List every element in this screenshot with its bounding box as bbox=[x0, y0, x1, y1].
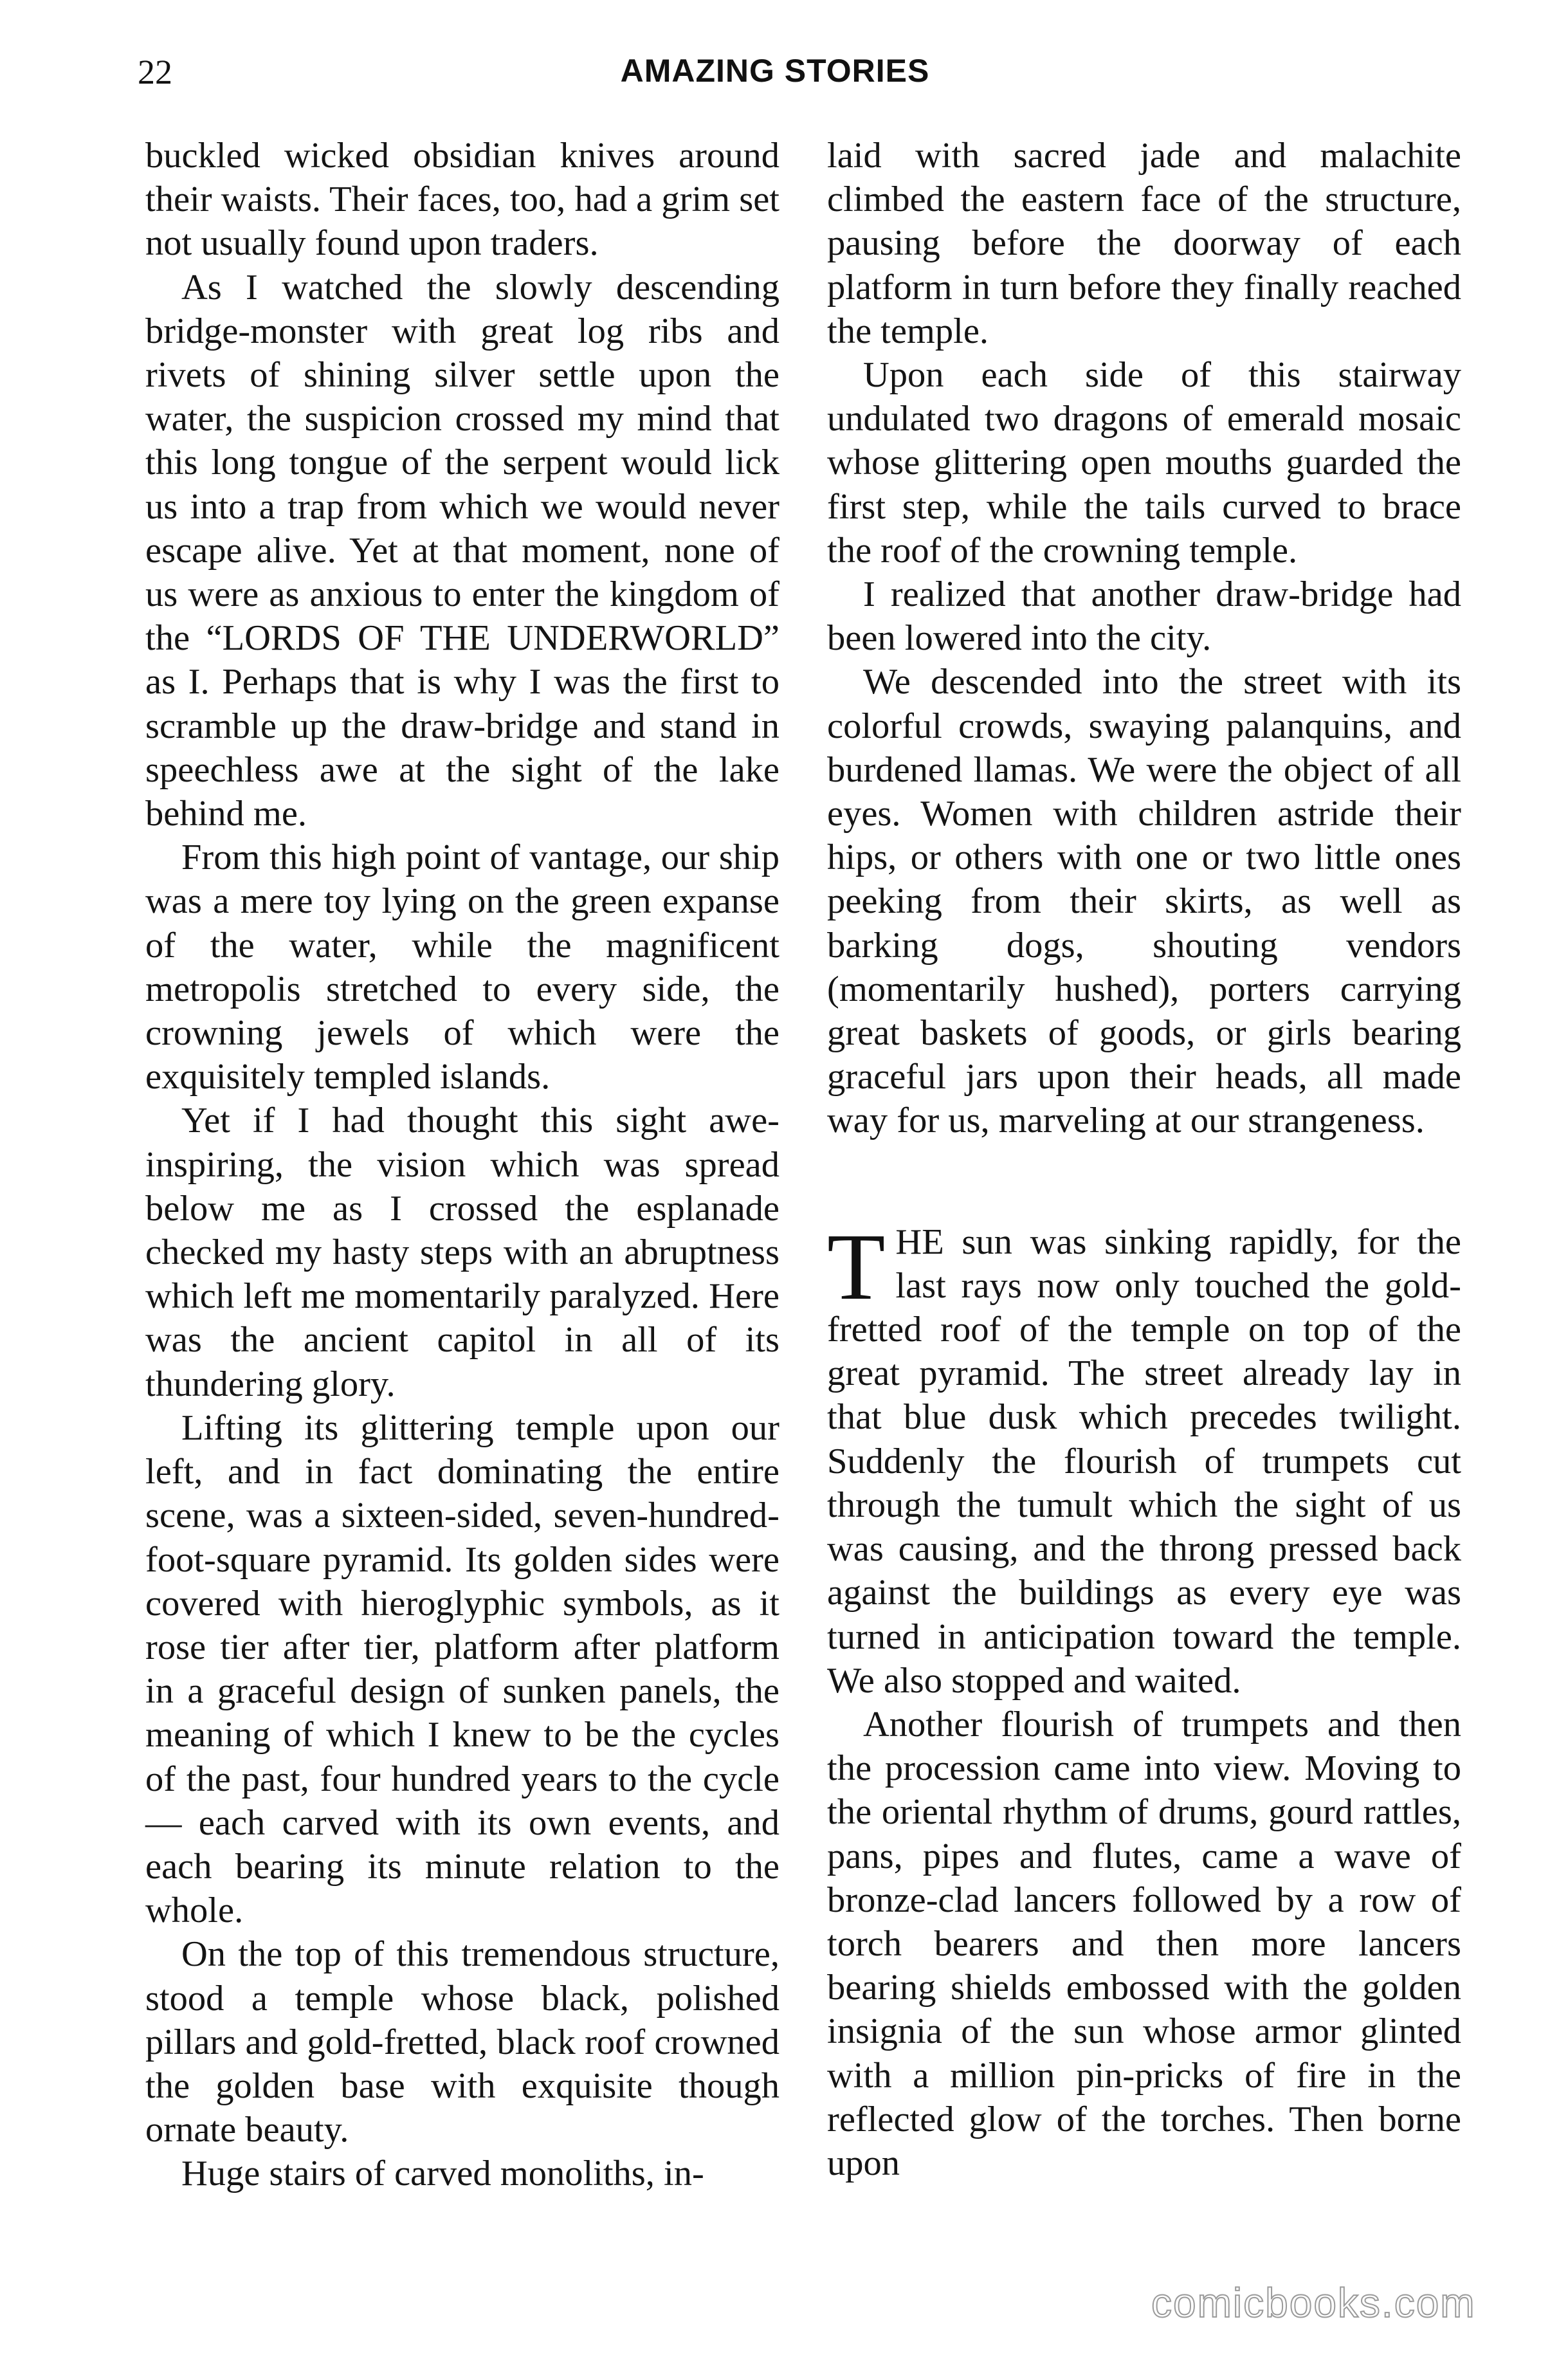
paragraph: Upon each side of this stairway undulated two dragons of emerald mosaic whose glittering open mouths guarded the first step, while the tails curved to brace the roof of the crowning temple. bbox=[827, 355, 1461, 571]
paragraph: From this high point of vantage, our ship was a mere toy lying on the green expanse of the water, while the magnificent metropolis stretched to every side, the crowning jewels of which were the exquisitely templed islands. bbox=[145, 838, 780, 1097]
running-title: AMAZING STORIES bbox=[620, 53, 930, 89]
page-number: 22 bbox=[138, 53, 172, 91]
right-column bbox=[827, 134, 1461, 2185]
paragraph: We descended into the street with its colorful crowds, swaying palanquins, and burdened llamas. We were the object of all eyes. Women with children astride their hips, or others with one or two little ones peeking from their skirts, as well as barking dogs, shouting vendors (momentarily hushed), porters carrying great baskets of goods, or girls bearing graceful jars upon their heads, all made way for us, marveling at our strangeness. bbox=[827, 662, 1461, 1141]
section-break bbox=[827, 1143, 1461, 1220]
paragraph: Lifting its glittering temple upon our left, and in fact dominating the entire scene, was a sixteen-sided, seven-hundred-foot-square pyramid. Its golden sides were covered with hieroglyphic symbols, as it rose tier after tier, platform after platform in a graceful design of sunken panels, the meaning of which I knew to be the cycles of the past, four hundred years to the cycle — each carved with its own events, and each bearing its minute relation to the whole. bbox=[145, 1407, 780, 1931]
watermark: comicbooks.com bbox=[1151, 2280, 1476, 2326]
drop-cap: T bbox=[827, 1214, 886, 1320]
paragraph: I realized that another draw-bridge had been lowered into the city. bbox=[827, 574, 1461, 659]
paragraph: buckled wicked obsidian knives around their waists. Their faces, too, had a grim set not usually found upon traders. bbox=[145, 136, 780, 264]
paragraph: Another flourish of trumpets and then the procession came into view. Moving to the oriental rhythm of drums, gourd rattles, pans, pipes and flutes, came a wave of bronze-clad lancers followed by a row of torch bearers and then more lancers bearing shields embossed with the golden insignia of the sun whose armor glinted with a million pin-pricks of fire in the reflected glow of the torches. Then borne upon bbox=[827, 1704, 1461, 2183]
paragraph: As I watched the slowly descending bridge-monster with great log ribs and rivets of shining silver settle upon the water, the suspicion crossed my mind that this long tongue of the serpent would lick us into a trap from which we would never escape alive. Yet at that moment, none of us were as anxious to enter the kingdom of the “LORDS OF THE UNDERWORLD” as I. Perhaps that is why I was the first to scramble up the draw-bridge and stand in speechless awe at the sight of the lake behind me. bbox=[145, 267, 780, 834]
drop-cap-paragraph bbox=[827, 1214, 1461, 1703]
left-column bbox=[145, 134, 780, 2196]
paragraph: laid with sacred jade and malachite climbed the eastern face of the structure, pausing before the doorway of each platform in turn before they finally reached the temple. bbox=[827, 136, 1461, 351]
drop-cap-paragraph-text: HE sun was sinking rapidly, for the last rays now only touched the gold-fretted roof of the temple on top of the great pyramid. The street already lay in that blue dusk which precedes twilight. Suddenly the flourish of trumpets cut through the tumult which the sight of us was causing, and the throng pressed back against the buildings as every eye was turned in anticipation toward the temple. We also stopped and waited. bbox=[827, 1222, 1461, 1701]
paragraph: Yet if I had thought this sight awe-inspiring, the vision which was spread below me as I crossed the esplanade checked my hasty steps with an abruptness which left me momentarily paralyzed. Here was the ancient capitol in all of its thundering glory. bbox=[145, 1101, 780, 1404]
paragraph: On the top of this tremendous structure, stood a temple whose black, polished pillars and gold-fretted, black roof crowned the golden base with exquisite though ornate beauty. bbox=[145, 1934, 780, 2150]
paragraph: Huge stairs of carved monoliths, in- bbox=[181, 2154, 704, 2194]
